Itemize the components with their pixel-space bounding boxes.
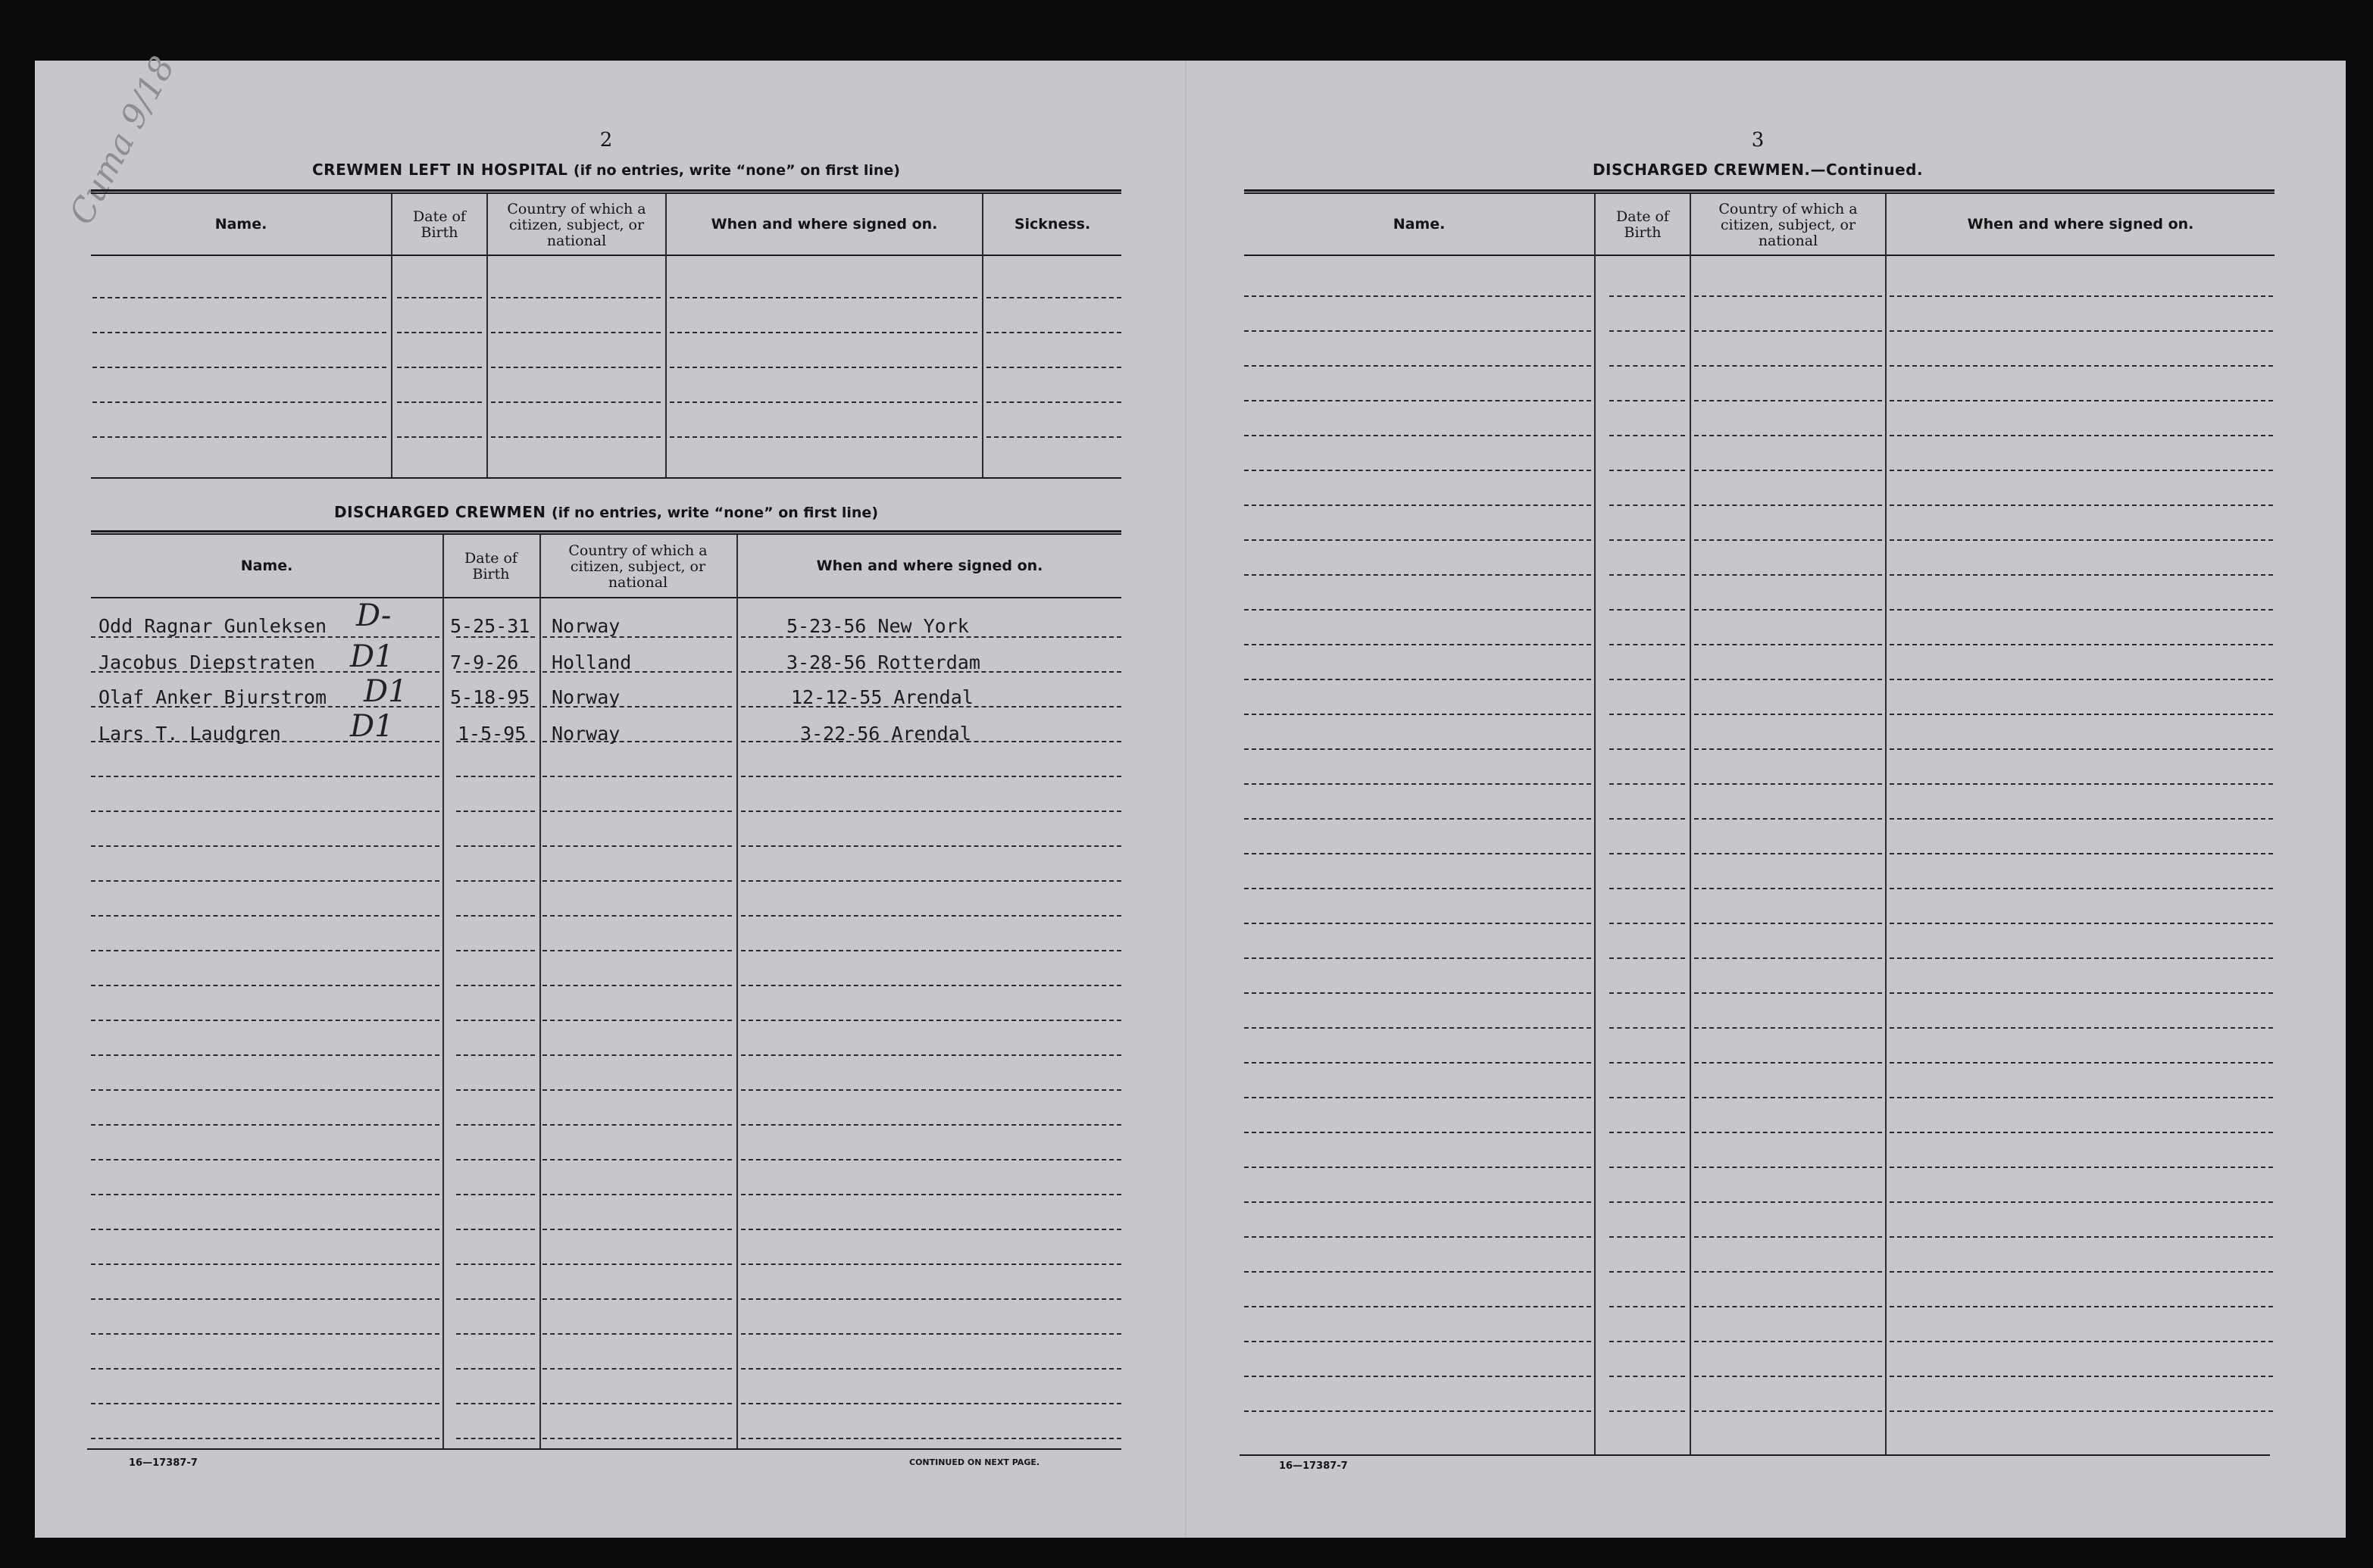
ruled-line <box>91 1333 439 1335</box>
ruled-line <box>1890 400 2273 401</box>
ruled-line <box>1694 679 1882 680</box>
ruled-line <box>741 1438 1121 1439</box>
ruled-line <box>456 1438 535 1439</box>
ruled-line <box>1890 783 2273 785</box>
ruled-line <box>1244 888 1591 889</box>
ruled-line <box>741 1159 1121 1160</box>
ruled-line <box>542 1159 732 1160</box>
ruled-line <box>1609 644 1685 645</box>
right-col-divider <box>1594 194 1596 1454</box>
ruled-line <box>1694 1236 1882 1238</box>
ruled-line <box>1609 1201 1685 1203</box>
ruled-line <box>1890 748 2273 750</box>
ruled-line <box>1609 330 1685 332</box>
ruled-line <box>1609 539 1685 541</box>
ruled-line <box>1890 679 2273 680</box>
ruled-line <box>1890 1201 2273 1203</box>
ruled-line <box>1244 1376 1591 1377</box>
ruled-line <box>1694 1027 1882 1029</box>
crew-name: Jacobus Diepstraten <box>98 651 315 673</box>
ruled-line <box>1694 957 1882 959</box>
ruled-line <box>1244 1062 1591 1064</box>
ruled-line <box>542 1298 732 1300</box>
ruled-line <box>91 776 439 777</box>
ruled-line <box>1890 435 2273 436</box>
ruled-line <box>1890 1132 2273 1133</box>
ruled-line <box>397 367 482 368</box>
right-header-rule <box>1244 255 2275 256</box>
ruled-line <box>91 1159 439 1160</box>
ruled-line <box>1694 818 1882 820</box>
discharged-section-title <box>91 503 1121 521</box>
ruled-line <box>741 915 1121 917</box>
ruled-line <box>92 297 386 298</box>
ruled-line <box>542 880 732 882</box>
ruled-line <box>91 950 439 951</box>
ruled-line <box>1609 435 1685 436</box>
ruled-line <box>92 401 386 403</box>
ruled-line <box>986 367 1121 368</box>
ruled-line <box>1244 504 1591 506</box>
ruled-line <box>986 297 1121 298</box>
ruled-line <box>1244 1236 1591 1238</box>
discharged-header-signed: When and where signed on. <box>816 558 1043 574</box>
ruled-line <box>1890 609 2273 611</box>
ruled-line <box>1244 609 1591 611</box>
ruled-line <box>1609 923 1685 924</box>
hospital-header-name: Name. <box>214 216 267 233</box>
ruled-line <box>91 1194 439 1195</box>
ruled-line <box>1890 1236 2273 1238</box>
ruled-line <box>1694 400 1882 401</box>
crew-dob: 5-25-31 <box>450 615 530 637</box>
handwritten-mark: D1 <box>350 709 394 744</box>
right-col-divider <box>1690 194 1691 1454</box>
ruled-line <box>397 401 482 403</box>
ruled-line <box>456 845 535 847</box>
ruled-line <box>1694 992 1882 994</box>
hospital-title-text: CREWMEN LEFT IN HOSPITAL <box>312 161 568 179</box>
ruled-line <box>542 1368 732 1370</box>
crew-country: Holland <box>552 651 632 673</box>
ruled-line <box>1244 400 1591 401</box>
ruled-line <box>1694 574 1882 576</box>
ruled-line <box>91 1298 439 1300</box>
discharged-title-note: (if no entries, write “none” on first line) <box>551 504 879 521</box>
discharged-title-text: DISCHARGED CREWMEN <box>333 503 546 521</box>
right-section-title: DISCHARGED CREWMEN.—Continued. <box>1592 161 1924 179</box>
ruled-line <box>1609 1271 1685 1273</box>
ruled-line <box>542 1438 732 1439</box>
right-col-divider <box>1885 194 1887 1454</box>
ruled-line <box>741 1089 1121 1091</box>
crew-dob: 1-5-95 <box>458 723 527 745</box>
ruled-line <box>1244 1097 1591 1098</box>
ruled-line <box>1890 295 2273 297</box>
ruled-line <box>1890 330 2273 332</box>
ruled-line <box>1244 992 1591 994</box>
discharged-col-divider <box>442 535 444 1448</box>
page-number-left: 2 <box>599 129 613 151</box>
ruled-line <box>1244 470 1591 471</box>
ruled-line <box>1609 609 1685 611</box>
ruled-line <box>91 1229 439 1230</box>
right-header-signed: When and where signed on. <box>1967 216 2194 233</box>
ruled-line <box>542 776 732 777</box>
right-bottom-rule <box>1240 1454 2270 1456</box>
ruled-line <box>542 1263 732 1265</box>
ruled-line <box>1890 1027 2273 1029</box>
ruled-line <box>456 950 535 951</box>
ruled-line <box>1694 609 1882 611</box>
ruled-line <box>1609 992 1685 994</box>
ruled-line <box>542 1089 732 1091</box>
discharged-header-country: Country of which a citizen, subject, or national <box>568 542 708 591</box>
ruled-line <box>1694 1376 1882 1377</box>
document-sheet <box>35 61 2346 1538</box>
ruled-line <box>1244 748 1591 750</box>
ruled-line <box>1244 714 1591 715</box>
ruled-line <box>1609 888 1685 889</box>
ruled-line <box>542 1229 732 1230</box>
ruled-line <box>1609 1410 1685 1412</box>
ruled-line <box>741 1194 1121 1195</box>
ruled-line <box>456 1159 535 1160</box>
hospital-header-sickness: Sickness. <box>1014 216 1091 233</box>
ruled-line <box>1890 1410 2273 1412</box>
ruled-line <box>1890 539 2273 541</box>
ruled-line <box>91 1403 439 1404</box>
ruled-line <box>1244 1271 1591 1273</box>
ruled-line <box>1244 783 1591 785</box>
ruled-line <box>456 1194 535 1195</box>
ruled-line <box>670 401 977 403</box>
ruled-line <box>456 1368 535 1370</box>
ruled-line <box>1244 295 1591 297</box>
crew-dob: 7-9-26 <box>450 651 519 673</box>
ruled-line <box>1694 1271 1882 1273</box>
ruled-line <box>741 1054 1121 1056</box>
ruled-line <box>741 1298 1121 1300</box>
right-header-name: Name. <box>1393 216 1446 233</box>
ruled-line <box>1244 679 1591 680</box>
ruled-line <box>1890 1306 2273 1307</box>
ruled-line <box>1694 1132 1882 1133</box>
ruled-line <box>456 811 535 812</box>
ruled-line <box>741 1403 1121 1404</box>
ruled-line <box>1890 888 2273 889</box>
crew-name: Odd Ragnar Gunleksen <box>98 615 327 637</box>
ruled-line <box>1694 1306 1882 1307</box>
ruled-line <box>456 915 535 917</box>
ruled-line <box>456 1229 535 1230</box>
ruled-line <box>456 1020 535 1021</box>
ruled-line <box>91 985 439 986</box>
discharged-bottom-rule <box>87 1448 1121 1450</box>
ruled-line <box>1890 923 2273 924</box>
ruled-line <box>741 1368 1121 1370</box>
ruled-line <box>1609 714 1685 715</box>
ruled-line <box>1244 1027 1591 1029</box>
ruled-line <box>741 1333 1121 1335</box>
discharged-header-name: Name. <box>240 558 293 574</box>
ruled-line <box>741 950 1121 951</box>
ruled-line <box>491 436 661 438</box>
hospital-section-title <box>91 161 1121 179</box>
ruled-line <box>542 915 732 917</box>
crew-country: Norway <box>552 723 621 745</box>
ruled-line <box>1890 504 2273 506</box>
ruled-line <box>456 1263 535 1265</box>
ruled-line <box>1244 539 1591 541</box>
ruled-line <box>91 1438 439 1439</box>
ruled-line <box>1244 923 1591 924</box>
hospital-header-rule <box>91 255 1121 256</box>
ruled-line <box>1890 957 2273 959</box>
ruled-line <box>670 367 977 368</box>
ruled-line <box>397 297 482 298</box>
ruled-line <box>1609 1167 1685 1168</box>
ruled-line <box>1694 1341 1882 1342</box>
ruled-line <box>1244 365 1591 367</box>
ruled-line <box>491 332 661 333</box>
ruled-line <box>741 1020 1121 1021</box>
ruled-line <box>1694 1410 1882 1412</box>
ruled-line <box>456 1124 535 1126</box>
ruled-line <box>542 1333 732 1335</box>
ruled-line <box>1694 853 1882 854</box>
ruled-line <box>670 332 977 333</box>
ruled-line <box>1609 504 1685 506</box>
crew-signed-on: 12-12-55 Arendal <box>791 686 974 708</box>
ruled-line <box>1609 1062 1685 1064</box>
discharged-col-divider <box>539 535 541 1448</box>
hospital-title-note: (if no entries, write “none” on first line) <box>573 162 900 179</box>
crew-signed-on: 5-23-56 New York <box>786 615 969 637</box>
ruled-line <box>741 776 1121 777</box>
ruled-line <box>91 1124 439 1126</box>
crew-country: Norway <box>552 686 621 708</box>
ruled-line <box>986 436 1121 438</box>
ruled-line <box>1694 470 1882 471</box>
ruled-line <box>741 1229 1121 1230</box>
ruled-line <box>1694 644 1882 645</box>
ruled-line <box>1890 1167 2273 1168</box>
ruled-line <box>1890 853 2273 854</box>
ruled-line <box>1609 400 1685 401</box>
crew-signed-on: 3-22-56 Arendal <box>800 723 971 745</box>
ruled-line <box>670 436 977 438</box>
ruled-line <box>456 1298 535 1300</box>
ruled-line <box>1890 574 2273 576</box>
ruled-line <box>542 1020 732 1021</box>
ruled-line <box>1244 435 1591 436</box>
ruled-line <box>1244 1341 1591 1342</box>
ruled-line <box>1609 679 1685 680</box>
ruled-line <box>1890 644 2273 645</box>
ruled-line <box>1244 1167 1591 1168</box>
ruled-line <box>1890 470 2273 471</box>
ruled-line <box>542 1124 732 1126</box>
ruled-line <box>91 1054 439 1056</box>
ruled-line <box>1609 1097 1685 1098</box>
ruled-line <box>1244 818 1591 820</box>
ruled-line <box>91 1263 439 1265</box>
crew-country: Norway <box>552 615 621 637</box>
crew-dob: 5-18-95 <box>450 686 530 708</box>
ruled-line <box>1694 295 1882 297</box>
ruled-line <box>91 811 439 812</box>
ruled-line <box>1694 1062 1882 1064</box>
ruled-line <box>92 367 386 368</box>
ruled-line <box>1609 783 1685 785</box>
ruled-line <box>1890 365 2273 367</box>
hospital-bottom-rule <box>91 477 1121 479</box>
ruled-line <box>1244 1132 1591 1133</box>
ruled-line <box>741 811 1121 812</box>
ruled-line <box>92 436 386 438</box>
hospital-col-divider <box>486 194 488 477</box>
ruled-line <box>1609 1132 1685 1133</box>
ruled-line <box>491 401 661 403</box>
ruled-line <box>1694 714 1882 715</box>
ruled-line <box>1244 330 1591 332</box>
ruled-line <box>456 776 535 777</box>
ruled-line <box>741 845 1121 847</box>
ruled-line <box>1244 644 1591 645</box>
ruled-line <box>456 880 535 882</box>
ruled-line <box>986 401 1121 403</box>
ruled-line <box>1694 783 1882 785</box>
ruled-line <box>1890 818 2273 820</box>
form-number-left: 16—17387-7 <box>129 1457 198 1469</box>
ruled-line <box>456 1403 535 1404</box>
ruled-line <box>1694 923 1882 924</box>
ruled-line <box>986 332 1121 333</box>
ruled-line <box>542 1194 732 1195</box>
crew-name: Olaf Anker Bjurstrom <box>98 686 327 708</box>
form-number-right: 16—17387-7 <box>1279 1460 1348 1472</box>
ruled-line <box>1609 748 1685 750</box>
ruled-line <box>1890 1341 2273 1342</box>
ruled-line <box>1694 504 1882 506</box>
hospital-col-divider <box>391 194 392 477</box>
ruled-line <box>670 297 977 298</box>
ruled-line <box>1244 1201 1591 1203</box>
crew-name: Lars T. Laudgren <box>98 723 281 745</box>
ruled-line <box>1694 365 1882 367</box>
ruled-line <box>1609 1376 1685 1377</box>
ruled-line <box>1694 539 1882 541</box>
ruled-line <box>91 845 439 847</box>
ruled-line <box>1890 1376 2273 1377</box>
ruled-line <box>1609 1027 1685 1029</box>
ruled-line <box>397 436 482 438</box>
ruled-line <box>1694 888 1882 889</box>
ruled-line <box>1694 748 1882 750</box>
ruled-line <box>1694 435 1882 436</box>
page-number-right: 3 <box>1751 129 1765 151</box>
ruled-line <box>456 1054 535 1056</box>
ruled-line <box>542 1054 732 1056</box>
ruled-line <box>397 332 482 333</box>
ruled-line <box>1694 1097 1882 1098</box>
hospital-header-country: Country of which a citizen, subject, or national <box>507 200 646 249</box>
hospital-header-dob: Date of Birth <box>413 208 466 241</box>
ruled-line <box>1609 365 1685 367</box>
ruled-line <box>1609 957 1685 959</box>
ruled-line <box>1890 1062 2273 1064</box>
ruled-line <box>1244 1410 1591 1412</box>
ruled-line <box>1890 714 2273 715</box>
ruled-line <box>491 367 661 368</box>
handwritten-mark: D1 <box>364 674 408 709</box>
ruled-line <box>1890 992 2273 994</box>
ruled-line <box>741 985 1121 986</box>
ruled-line <box>1890 1271 2273 1273</box>
ruled-line <box>741 1263 1121 1265</box>
ruled-line <box>1694 1167 1882 1168</box>
ruled-line <box>1609 1306 1685 1307</box>
ruled-line <box>1244 957 1591 959</box>
ruled-line <box>1609 853 1685 854</box>
discharged-header-dob: Date of Birth <box>464 550 517 583</box>
ruled-line <box>1694 1201 1882 1203</box>
ruled-line <box>91 1089 439 1091</box>
crew-signed-on: 3-28-56 Rotterdam <box>786 651 980 673</box>
ruled-line <box>456 1333 535 1335</box>
continued-note: CONTINUED ON NEXT PAGE. <box>909 1457 1040 1467</box>
ruled-line <box>1609 818 1685 820</box>
ruled-line <box>1609 470 1685 471</box>
ruled-line <box>542 950 732 951</box>
hospital-header-signed: When and where signed on. <box>711 216 938 233</box>
ruled-line <box>1609 1341 1685 1342</box>
ruled-line <box>1694 330 1882 332</box>
discharged-col-divider <box>736 535 738 1448</box>
ruled-line <box>1609 295 1685 297</box>
ruled-line <box>542 985 732 986</box>
ruled-line <box>91 1020 439 1021</box>
ruled-line <box>1244 1306 1591 1307</box>
ruled-line <box>91 915 439 917</box>
ruled-line <box>542 811 732 812</box>
handwritten-mark: D- <box>356 598 392 633</box>
ruled-line <box>491 297 661 298</box>
ruled-line <box>91 880 439 882</box>
ruled-line <box>456 1089 535 1091</box>
right-header-country: Country of which a citizen, subject, or national <box>1718 200 1858 249</box>
ruled-line <box>456 985 535 986</box>
handwritten-mark: D1 <box>350 639 394 674</box>
ruled-line <box>542 1403 732 1404</box>
ruled-line <box>542 845 732 847</box>
ruled-line <box>1890 1097 2273 1098</box>
ruled-line <box>92 332 386 333</box>
ruled-line <box>91 1368 439 1370</box>
ruled-line <box>741 1124 1121 1126</box>
discharged-header-rule <box>91 597 1121 598</box>
pencil-annotation: Cuma 9/18 <box>61 50 183 231</box>
ruled-line <box>741 880 1121 882</box>
page-fold <box>1185 61 1186 1538</box>
right-header-dob: Date of Birth <box>1616 208 1669 241</box>
ruled-line <box>1609 1236 1685 1238</box>
ruled-line <box>1244 853 1591 854</box>
ruled-line <box>1609 574 1685 576</box>
ruled-line <box>1244 574 1591 576</box>
